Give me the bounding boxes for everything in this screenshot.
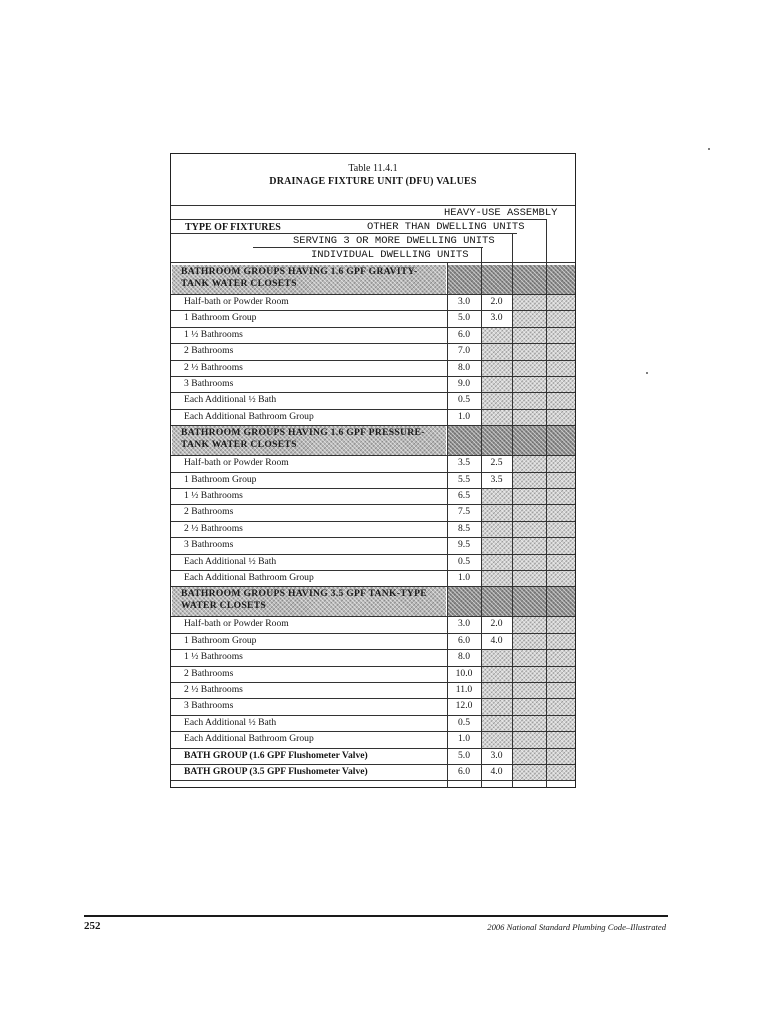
shaded-cell [482, 587, 512, 616]
dfu-individual-value: 9.0 [458, 378, 470, 389]
shaded-cell [547, 377, 575, 392]
shaded-cell [513, 732, 546, 747]
dfu-serving3-value: 3.0 [490, 749, 503, 761]
table-row [171, 682, 575, 698]
shaded-cell [547, 311, 575, 326]
dfu-individual-value: 8.0 [458, 361, 470, 373]
header-top-rule [171, 205, 575, 206]
table-row [171, 376, 575, 392]
dfu-table [170, 153, 576, 788]
dfu-serving3-value: 4.0 [490, 634, 503, 646]
shaded-cell [547, 765, 575, 780]
footer-rule [84, 915, 668, 917]
dfu-serving3-value: 3.5 [490, 473, 503, 485]
shaded-cell [513, 311, 546, 326]
shaded-cell [513, 538, 546, 553]
shaded-cell [513, 650, 546, 665]
shaded-cell [513, 265, 546, 294]
fixture-name: 3 Bathrooms [184, 378, 234, 389]
dfu-individual-value: 5.0 [458, 749, 470, 761]
shaded-cell [513, 328, 546, 343]
table-row [171, 488, 575, 504]
dfu-individual-value: 12.0 [455, 700, 473, 712]
fixture-name: 3 Bathrooms [184, 539, 234, 551]
table-row [171, 698, 575, 714]
table-row [171, 504, 575, 520]
dfu-individual-value: 6.0 [458, 634, 470, 646]
fixture-name: 1 Bathroom Group [184, 312, 257, 324]
fixture-name: Each Additional Bathroom Group [184, 410, 314, 422]
shaded-cell [513, 617, 546, 632]
shaded-cell [513, 716, 546, 731]
table-row [171, 731, 575, 747]
shaded-cell [482, 683, 512, 698]
row-rule [171, 780, 575, 781]
shaded-cell [547, 699, 575, 714]
shaded-cell [482, 522, 512, 537]
table-row [171, 455, 575, 471]
header-rule-2 [171, 219, 546, 220]
shaded-cell [482, 361, 512, 376]
table-row [171, 764, 575, 780]
dfu-individual-value: 11.0 [455, 684, 473, 695]
shaded-cell [547, 505, 575, 520]
fixture-name: 2 Bathrooms [184, 345, 234, 357]
fixture-name: Each Additional ½ Bath [184, 394, 277, 406]
fixture-name: Each Additional ½ Bath [184, 716, 277, 728]
shaded-cell [547, 328, 575, 343]
dfu-individual-value: 1.0 [458, 410, 470, 422]
header-other-than-dwelling: OTHER THAN DWELLING UNITS [367, 221, 525, 233]
shaded-cell [547, 393, 575, 408]
page-number: 252 [84, 920, 101, 932]
shaded-cell [482, 344, 512, 359]
dfu-individual-value: 3.0 [458, 296, 470, 307]
dfu-individual-value: 8.5 [458, 522, 470, 534]
fixture-name: Half-bath or Powder Room [184, 296, 289, 307]
table-row [171, 343, 575, 359]
shaded-cell [547, 617, 575, 632]
table-row [171, 666, 575, 682]
section-label: BATHROOM GROUPS HAVING 3.5 GPF TANK-TYPE WATER CLOSETS [181, 588, 427, 612]
dfu-individual-value: 6.0 [458, 766, 470, 777]
header-type-of-fixtures: TYPE OF FIXTURES [185, 222, 281, 233]
shaded-cell [513, 295, 546, 310]
dfu-individual-value: 8.0 [458, 651, 470, 663]
dfu-serving3-value: 2.0 [490, 618, 503, 630]
footer-publication: 2006 National Standard Plumbing Code–Illustrated [487, 922, 666, 932]
fixture-name: 1 Bathroom Group [184, 473, 257, 485]
shaded-cell [513, 489, 546, 504]
fixture-name: Half-bath or Powder Room [184, 618, 289, 630]
fixture-name: 3 Bathrooms [184, 700, 234, 712]
dfu-individual-value: 7.5 [458, 506, 470, 518]
shaded-cell [482, 505, 512, 520]
table-row [171, 649, 575, 665]
shaded-cell [513, 377, 546, 392]
shaded-cell [547, 587, 575, 616]
shaded-cell [547, 344, 575, 359]
shaded-cell [513, 667, 546, 682]
shaded-cell [513, 749, 546, 764]
table-row [171, 570, 575, 586]
table-title: DRAINAGE FIXTURE UNIT (DFU) VALUES [269, 176, 477, 187]
shaded-cell [513, 344, 546, 359]
dfu-serving3-value: 3.0 [490, 312, 503, 324]
dfu-individual-value: 6.5 [458, 490, 470, 501]
scan-speck [646, 372, 648, 374]
shaded-cell [547, 683, 575, 698]
fixture-name: 2 ½ Bathrooms [184, 361, 243, 373]
table-row [171, 392, 575, 408]
section-header [171, 425, 575, 455]
shaded-cell [547, 650, 575, 665]
dfu-individual-value: 1.0 [458, 572, 470, 583]
fixture-name: 2 ½ Bathrooms [184, 684, 243, 695]
table-row [171, 327, 575, 343]
dfu-individual-value: 7.0 [458, 345, 470, 357]
shaded-cell [513, 393, 546, 408]
dfu-individual-value: 3.5 [458, 457, 470, 469]
fixture-name: Each Additional ½ Bath [184, 555, 277, 567]
table-number: Table 11.4.1 [348, 163, 398, 174]
shaded-cell [547, 634, 575, 649]
shaded-cell [448, 265, 481, 294]
shaded-cell [482, 377, 512, 392]
shaded-cell [482, 393, 512, 408]
dfu-individual-value: 9.5 [458, 539, 470, 551]
shaded-cell [513, 361, 546, 376]
shaded-cell [547, 489, 575, 504]
dfu-individual-value: 5.0 [458, 312, 470, 324]
shaded-cell [547, 456, 575, 471]
shaded-cell [547, 749, 575, 764]
table-row [171, 294, 575, 310]
shaded-cell [547, 426, 575, 455]
shaded-cell [482, 538, 512, 553]
section-label: BATHROOM GROUPS HAVING 1.6 GPF GRAVITY-TANK WATER CLOSETS [181, 266, 418, 289]
shaded-cell [547, 522, 575, 537]
scan-speck [708, 148, 710, 150]
header-rule-4 [253, 247, 483, 248]
table-row [171, 554, 575, 570]
table-row [171, 748, 575, 764]
shaded-cell [547, 538, 575, 553]
table-row [171, 409, 575, 425]
shaded-cell [547, 295, 575, 310]
fixture-name: 1 ½ Bathrooms [184, 490, 243, 501]
shaded-cell [513, 456, 546, 471]
fixture-name: 1 ½ Bathrooms [184, 651, 243, 663]
dfu-individual-value: 0.5 [458, 394, 470, 406]
table-row [171, 310, 575, 326]
header-individual: INDIVIDUAL DWELLING UNITS [311, 249, 469, 261]
fixture-name: Half-bath or Powder Room [184, 457, 289, 469]
fixture-name: 2 Bathrooms [184, 506, 234, 518]
shaded-cell [513, 683, 546, 698]
table-row [171, 472, 575, 488]
shaded-cell [547, 410, 575, 425]
shaded-cell [448, 587, 481, 616]
shaded-cell [482, 426, 512, 455]
shaded-cell [482, 555, 512, 570]
shaded-cell [513, 571, 546, 586]
shaded-cell [547, 265, 575, 294]
shaded-cell [513, 765, 546, 780]
shaded-cell [547, 716, 575, 731]
dfu-individual-value: 1.0 [458, 733, 470, 745]
shaded-cell [482, 489, 512, 504]
fixture-name: Each Additional Bathroom Group [184, 733, 314, 745]
shaded-cell [547, 361, 575, 376]
shaded-cell [482, 732, 512, 747]
dfu-individual-value: 3.0 [458, 618, 470, 630]
shaded-cell [513, 505, 546, 520]
header-heavy-use: HEAVY-USE ASSEMBLY [444, 207, 558, 219]
shaded-cell [547, 732, 575, 747]
header-bottom-rule [171, 262, 575, 263]
section-header [171, 264, 575, 294]
fixture-name: BATH GROUP (1.6 GPF Flushometer Valve) [184, 749, 368, 761]
section-header [171, 586, 575, 616]
header-serving-3: SERVING 3 OR MORE DWELLING UNITS [293, 235, 495, 247]
shaded-cell [547, 473, 575, 488]
table-row [171, 537, 575, 553]
shaded-cell [547, 571, 575, 586]
table-row [171, 715, 575, 731]
fixture-name: 1 Bathroom Group [184, 634, 257, 646]
dfu-individual-value: 0.5 [458, 555, 470, 567]
fixture-name: 2 ½ Bathrooms [184, 522, 243, 534]
shaded-cell [482, 716, 512, 731]
shaded-cell [482, 571, 512, 586]
dfu-serving3-value: 4.0 [490, 766, 503, 777]
shaded-cell [513, 410, 546, 425]
shaded-cell [482, 667, 512, 682]
shaded-cell [482, 699, 512, 714]
dfu-individual-value: 5.5 [458, 473, 470, 485]
shaded-cell [513, 699, 546, 714]
fixture-name: BATH GROUP (3.5 GPF Flushometer Valve) [184, 766, 368, 777]
shaded-cell [448, 426, 481, 455]
dfu-individual-value: 6.0 [458, 328, 470, 340]
shaded-cell [513, 473, 546, 488]
table-row [171, 521, 575, 537]
shaded-cell [513, 587, 546, 616]
dfu-individual-value: 0.5 [458, 716, 470, 728]
table-row [171, 360, 575, 376]
dfu-individual-value: 10.0 [455, 667, 473, 679]
shaded-cell [482, 328, 512, 343]
dfu-serving3-value: 2.5 [490, 457, 503, 469]
fixture-name: Each Additional Bathroom Group [184, 572, 314, 583]
dfu-serving3-value: 2.0 [490, 296, 503, 307]
fixture-name: 1 ½ Bathrooms [184, 328, 243, 340]
table-row [171, 633, 575, 649]
shaded-cell [482, 650, 512, 665]
shaded-cell [513, 522, 546, 537]
shaded-cell [513, 426, 546, 455]
fixture-name: 2 Bathrooms [184, 667, 234, 679]
shaded-cell [482, 410, 512, 425]
shaded-cell [513, 555, 546, 570]
shaded-cell [482, 265, 512, 294]
shaded-cell [513, 634, 546, 649]
section-label: BATHROOM GROUPS HAVING 1.6 GPF PRESSURE-TANK WATER CLOSETS [181, 427, 425, 451]
table-row [171, 616, 575, 632]
shaded-cell [547, 667, 575, 682]
shaded-cell [547, 555, 575, 570]
